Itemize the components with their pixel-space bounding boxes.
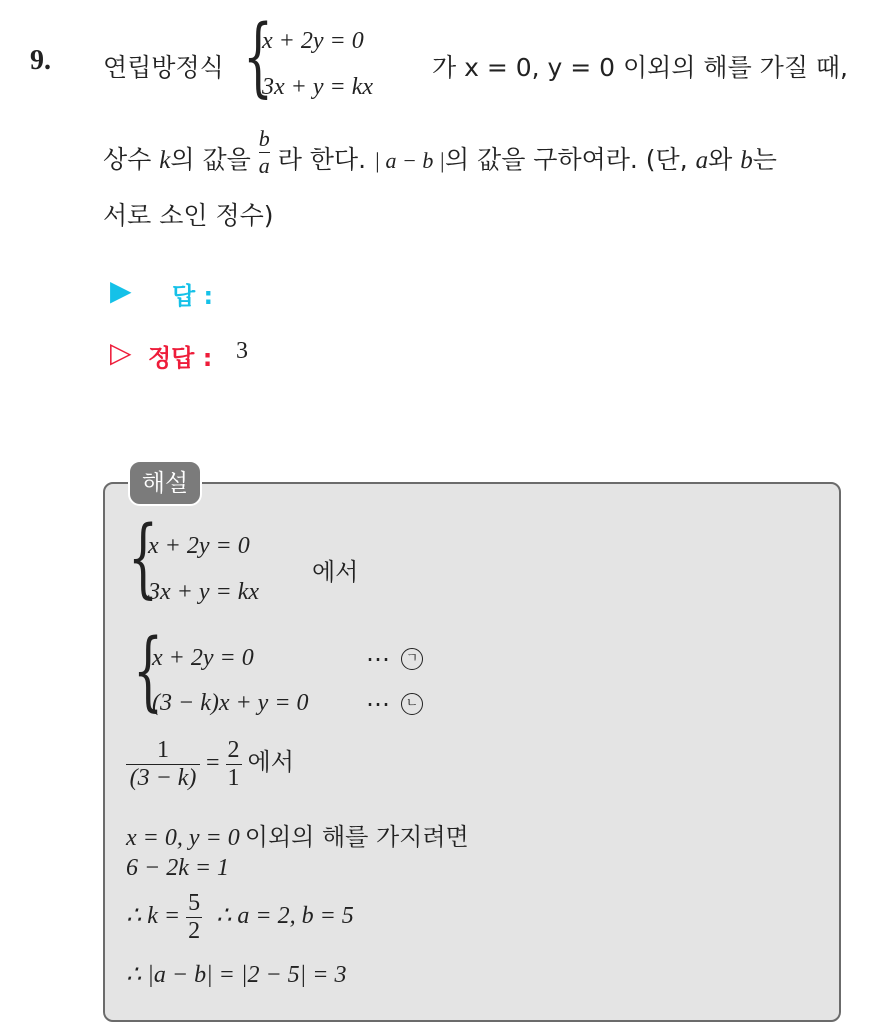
fraction-numerator: b bbox=[258, 125, 270, 151]
line2-a: 상수 bbox=[103, 145, 152, 174]
abs-expression: | a − b | bbox=[374, 148, 445, 173]
solution-fraction-equation: $\frac{1}{(3 - k)}$ = $\frac{2}{1}$ 에서 bbox=[126, 737, 294, 792]
line2-b: 의 값을 bbox=[170, 145, 251, 174]
line2-c: 라 한다. bbox=[277, 145, 367, 174]
circled-label-1: ㄱ bbox=[401, 648, 423, 670]
solution-system2-eq2: (3 − k)x + y = 0 bbox=[152, 690, 309, 716]
system-eq-1: x + 2y = 0 bbox=[262, 28, 364, 54]
solution-system1-eq2: 3x + y = kx bbox=[148, 579, 259, 605]
solution-system2-eq1: x + 2y = 0 bbox=[152, 645, 254, 671]
var-k: k bbox=[159, 147, 171, 174]
solution-dots-2: ⋯ bbox=[366, 692, 390, 718]
line2-d: 의 값을 구하여라. (단, bbox=[444, 145, 688, 174]
question-number: 9. bbox=[30, 45, 51, 76]
question-line3: 서로 소인 정수) bbox=[103, 201, 274, 230]
question-line1-tail: 가 x = 0, y = 0 이외의 해를 가질 때, bbox=[432, 53, 849, 82]
line2-e: 와 bbox=[708, 145, 733, 174]
answer-triangle-icon: ▶ bbox=[110, 274, 132, 307]
system-eq-2: 3x + y = kx bbox=[262, 74, 373, 100]
correct-answer-value: 3 bbox=[236, 338, 248, 364]
circled-label-2: ㄴ bbox=[401, 693, 423, 715]
question-line2 bbox=[103, 125, 777, 179]
fraction-1-over-3-minus-k: $\frac{1}{(3 - k)}$ bbox=[126, 737, 200, 792]
fraction-2-over-1: $\frac{2}{1}$ bbox=[227, 737, 240, 791]
solution-system2-brace: { bbox=[133, 621, 164, 721]
answer-label: 답 : bbox=[172, 282, 214, 310]
fraction-suffix: 에서 bbox=[247, 748, 294, 777]
var-a: a bbox=[695, 147, 709, 174]
solution-badge: 해설 bbox=[128, 460, 202, 506]
fraction-5-over-2: $\frac{5}{2}$ bbox=[188, 890, 201, 944]
fraction-b-over-a bbox=[259, 126, 270, 179]
solution-final: ∴ |a − b| = |2 − 5| = 3 bbox=[126, 962, 347, 988]
solution-dots-1: ⋯ bbox=[366, 647, 390, 673]
line2-f: 는 bbox=[752, 145, 777, 174]
solution-condition: x = 0, y = 0 이외의 해를 가지려면 bbox=[126, 823, 469, 851]
correct-triangle-icon: ▷ bbox=[110, 336, 132, 369]
correct-answer-label: 정답 : bbox=[148, 344, 213, 372]
system-brace: { bbox=[243, 7, 274, 107]
solution-equation-line: 6 − 2k = 1 bbox=[126, 855, 230, 881]
var-b: b bbox=[740, 147, 753, 174]
solution-system1-eq1: x + 2y = 0 bbox=[148, 533, 250, 559]
solution-therefore-k: ∴ k = $\frac{5}{2}$ ∴ a = 2, b = 5 bbox=[126, 890, 354, 944]
solution-system1-suffix: 에서 bbox=[312, 558, 359, 586]
solution-system1-brace: { bbox=[128, 508, 159, 608]
fraction-denominator: a bbox=[258, 152, 270, 178]
question-intro: 연립방정식 bbox=[103, 53, 224, 82]
